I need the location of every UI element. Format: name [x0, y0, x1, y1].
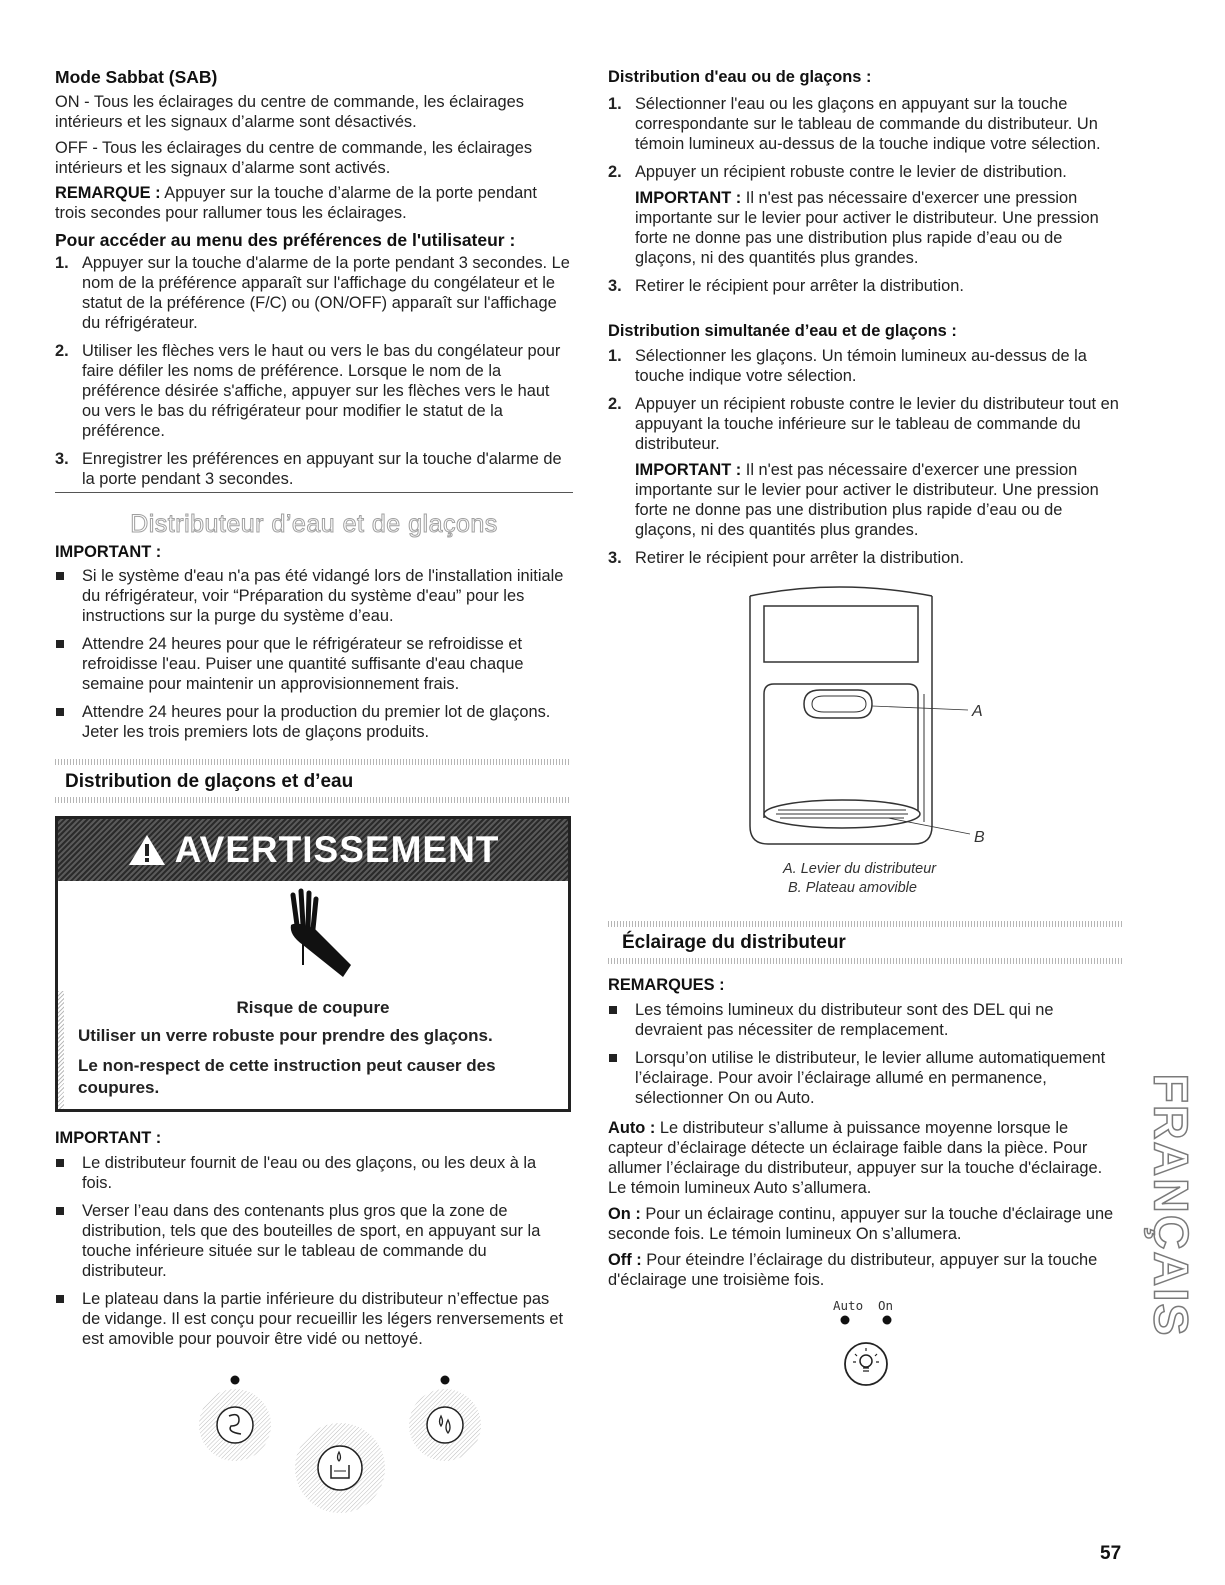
step — [608, 394, 1123, 540]
figure-label-a: A — [972, 703, 983, 720]
step-text: Retirer le récipient pour arrêter la distribution. — [635, 549, 964, 567]
list-item — [55, 702, 565, 742]
step-text: Utiliser les flèches vers le haut ou vers le bas du congélateur pour faire défiler les noms de préférence. Lorsque le nom de la préférence désirée s'affiche, appuyer sur les flèches vers le haut ou vers le bas du réfrigérateur pour modifier le statut de la préférence. — [82, 342, 561, 440]
step-text: Appuyer un récipient robuste contre le levier du distributeur tout en appuyant la touche inférieure sur le tableau de commande du distributeur. — [635, 395, 1119, 453]
important-label: IMPORTANT : — [635, 189, 742, 207]
prefs-step — [55, 253, 570, 333]
list-item — [608, 1000, 1123, 1040]
step-number: 1. — [608, 95, 622, 113]
list-item-text: Les témoins lumineux du distributeur sont des DEL qui ne devraient pas nécessiter de remplacement. — [635, 1001, 1054, 1039]
on-text: Pour un éclairage continu, appuyer sur la touche d'éclairage une seconde fois. Le témoin lumineux On s’allumera. — [608, 1205, 1114, 1243]
step-number: 3. — [55, 450, 69, 468]
dispenser-lever-icon[interactable] — [804, 690, 872, 718]
list-item — [55, 1153, 570, 1193]
important-text: Il n'est pas nécessaire d'exercer une pression importante sur le levier pour activer le distributeur. Une pression forte ne donne pas une distribution plus rapide d’eau ou de glaçons, ni des quantités plus grandes. — [635, 461, 1099, 539]
on-paragraph — [608, 1204, 1123, 1244]
bullet-icon — [56, 1207, 64, 1215]
indicator-auto-label: Auto — [833, 1298, 864, 1313]
on-label: On : — [608, 1205, 641, 1223]
warning-header — [58, 819, 568, 881]
auto-text: Le distributeur s’allume à puissance moyenne lorsque le capteur d’éclairage détecte un éclairage faible dans la pièce. Pour allumer l’éclairage du distributeur, appuyer sur la touche d'éclairage. Le témoin lumineux Auto s’allumera. — [608, 1119, 1103, 1197]
list-item-text: Le plateau dans la partie inférieure du distributeur n’effectue pas de vidange. Il est conçu pour recueillir les légers renversements et est amovible pour pouvoir être vidé ou nettoyé. — [82, 1290, 564, 1348]
sabbath-off-text: OFF - Tous les éclairages du centre de commande, les éclairages intérieurs et les signaux d’alarme sont activés. — [55, 139, 533, 177]
step — [608, 276, 1123, 296]
leader-line-b — [888, 818, 970, 834]
lighting-heading: Éclairage du distributeur — [622, 932, 846, 953]
language-side-tab-text: FRANÇAIS — [1143, 1073, 1197, 1337]
warning-pictogram-area — [58, 881, 568, 993]
step-text: Appuyer sur la touche d'alarme de la porte pendant 3 secondes. Le nom de la préférence apparaît sur l'affichage du congélateur et le statut de la préférence (F/C) ou (ON/OFF) apparaît sur l'affichage du réfrigérateur. — [82, 254, 570, 332]
container-water-button-icon[interactable] — [295, 1423, 385, 1513]
step — [608, 548, 1123, 568]
step-number: 3. — [608, 549, 622, 567]
important-label: IMPORTANT : — [55, 1129, 162, 1147]
list-item-text: Lorsqu’on utilise le distributeur, le levier allume automatiquement l’éclairage. Pour avoir l’éclairage allumé en permanence, sélectionner On ou Auto. — [635, 1049, 1106, 1107]
bullet-icon — [56, 640, 64, 648]
water-button-icon[interactable] — [409, 1389, 481, 1461]
figure-caption-b: B. Plateau amovible — [788, 880, 917, 896]
auto-label: Auto : — [608, 1119, 656, 1137]
step-text: Retirer le récipient pour arrêter la distribution. — [635, 277, 964, 295]
sabbath-note — [55, 183, 570, 223]
list-item-text: Le distributeur fournit de l'eau ou des glaçons, ou les deux à la fois. — [82, 1154, 537, 1192]
figure-caption-a: A. Levier du distributeur — [783, 861, 937, 877]
dispenser-buttons-figure — [195, 1370, 495, 1520]
list-item — [55, 634, 565, 694]
important-list — [55, 566, 565, 742]
dispenser-section-title: Distributeur d’eau et de glaçons — [130, 510, 498, 538]
ice-button-icon[interactable] — [199, 1389, 271, 1461]
sabbath-title: Mode Sabbat (SAB) — [55, 67, 218, 87]
step-number: 2. — [55, 342, 69, 360]
step-text: Sélectionner les glaçons. Un témoin lumineux au-dessus de la touche indique votre sélection. — [635, 347, 1087, 385]
prefs-step — [55, 449, 570, 489]
notes-list — [608, 1000, 1123, 1108]
bullet-icon — [56, 708, 64, 716]
important-label: IMPORTANT : — [635, 461, 742, 479]
heading-band-bottom — [608, 958, 1123, 964]
off-paragraph — [608, 1250, 1123, 1290]
bullet-icon — [609, 1054, 617, 1062]
leader-line-a — [872, 706, 968, 710]
step-important — [635, 460, 1123, 540]
display-panel — [764, 606, 918, 662]
simultaneous-steps — [608, 346, 1123, 568]
important-list-2 — [55, 1153, 570, 1349]
distribution-heading: Distribution de glaçons et d’eau — [65, 771, 354, 792]
list-item-text: Si le système d'eau n'a pas été vidangé lors de l'installation initiale du réfrigérateur, voir “Préparation du système d'eau” pour les instructions sur la purge du système d’eau. — [82, 567, 564, 625]
warning-box — [55, 816, 571, 1112]
bullet-icon — [609, 1006, 617, 1014]
on-indicator-dot — [883, 1316, 892, 1325]
water-indicator-dot — [441, 1376, 450, 1385]
step-important — [635, 188, 1123, 268]
prefs-title: Pour accéder au menu des préférences de l'utilisateur : — [55, 230, 516, 250]
step — [608, 346, 1123, 386]
warning-line-2: Le non-respect de cette instruction peut causer des coupures. — [78, 1056, 496, 1097]
step-number: 1. — [55, 254, 69, 272]
water-ice-steps — [608, 94, 1123, 296]
step-number: 2. — [608, 163, 622, 181]
bullet-icon — [56, 1295, 64, 1303]
step-text: Sélectionner l'eau ou les glaçons en appuyant sur la touche correspondante sur le tableau de commande du distributeur. Un témoin lumineux au-dessus de la touche indique votre sélection. — [635, 95, 1101, 153]
heading-band-bottom — [55, 797, 570, 803]
step-text: Enregistrer les préférences en appuyant sur la touche d'alarme de la porte pendant 3 secondes. — [82, 450, 562, 488]
page-number: 57 — [1100, 1543, 1122, 1564]
heading-band-top — [55, 759, 570, 765]
list-item — [55, 1289, 570, 1349]
warning-triangle-icon — [127, 833, 167, 867]
warning-line-1: Utiliser un verre robuste pour prendre des glaçons. — [78, 1026, 493, 1045]
important-text: Il n'est pas nécessaire d'exercer une pression importante sur le levier pour activer le distributeur. Une pression forte ne donne pas une distribution plus rapide d’eau ou de glaçons, ni des quantités plus grandes. — [635, 189, 1099, 267]
off-text: Pour éteindre l’éclairage du distributeur, appuyer sur la touche d'éclairage une troisième fois. — [608, 1251, 1098, 1289]
sabbath-on-text: ON - Tous les éclairages du centre de commande, les éclairages intérieurs et les signaux d’alarme sont désactivés. — [55, 93, 524, 131]
cut-hand-icon — [263, 885, 363, 985]
water-ice-title: Distribution d'eau ou de glaçons : — [608, 68, 872, 86]
step-number: 1. — [608, 347, 622, 365]
list-item — [608, 1048, 1123, 1108]
step-text: Appuyer un récipient robuste contre le levier de distribution. — [635, 163, 1067, 181]
list-item-text: Verser l’eau dans des contenants plus gros que la zone de distribution, tels que des bouteilles de sport, en appuyant sur la touche inférieure située sur le tableau de commande du distributeur. — [82, 1202, 541, 1280]
section-divider — [55, 492, 573, 493]
warning-header-text: AVERTISSEMENT — [174, 829, 500, 870]
important-label: IMPORTANT : — [55, 543, 162, 561]
step — [608, 94, 1123, 154]
step — [608, 162, 1123, 268]
heading-band-top — [608, 921, 1123, 927]
warning-risk: Risque de coupure — [236, 998, 390, 1017]
indicator-on-label: On — [878, 1298, 894, 1313]
off-label: Off : — [608, 1251, 642, 1269]
sabbath-note-label: REMARQUE : — [55, 184, 161, 202]
auto-paragraph — [608, 1118, 1123, 1198]
light-bulb-button-icon[interactable] — [845, 1343, 887, 1385]
step-number: 3. — [608, 277, 622, 295]
list-item — [55, 566, 565, 626]
ice-indicator-dot — [231, 1376, 240, 1385]
prefs-step — [55, 341, 570, 441]
simultaneous-title: Distribution simultanée d’eau et de glaçons : — [608, 322, 957, 340]
bullet-icon — [56, 1159, 64, 1167]
figure-label-b: B — [974, 829, 985, 846]
prefs-steps — [55, 253, 570, 489]
bullet-icon — [56, 572, 64, 580]
list-item-text: Attendre 24 heures pour que le réfrigérateur se refroidisse et refroidisse l'eau. Puiser une quantité suffisante d'eau chaque semaine pour maintenir un approvisionnement frais. — [82, 635, 524, 693]
notes-label: REMARQUES : — [608, 976, 725, 994]
auto-indicator-dot — [841, 1316, 850, 1325]
step-number: 2. — [608, 395, 622, 413]
drip-tray-icon[interactable] — [764, 800, 920, 828]
language-side-tab — [1140, 1073, 1200, 1337]
light-button-figure — [833, 1314, 913, 1404]
warning-text-area — [58, 991, 568, 1109]
dispenser-figure — [738, 578, 998, 850]
list-item — [55, 1201, 570, 1281]
sabbath-note-text: Appuyer sur la touche d’alarme de la porte pendant trois secondes pour rallumer tous les éclairages. — [55, 184, 537, 222]
list-item-text: Attendre 24 heures pour la production du premier lot de glaçons. Jeter les trois premiers lots de glaçons produits. — [82, 703, 551, 741]
